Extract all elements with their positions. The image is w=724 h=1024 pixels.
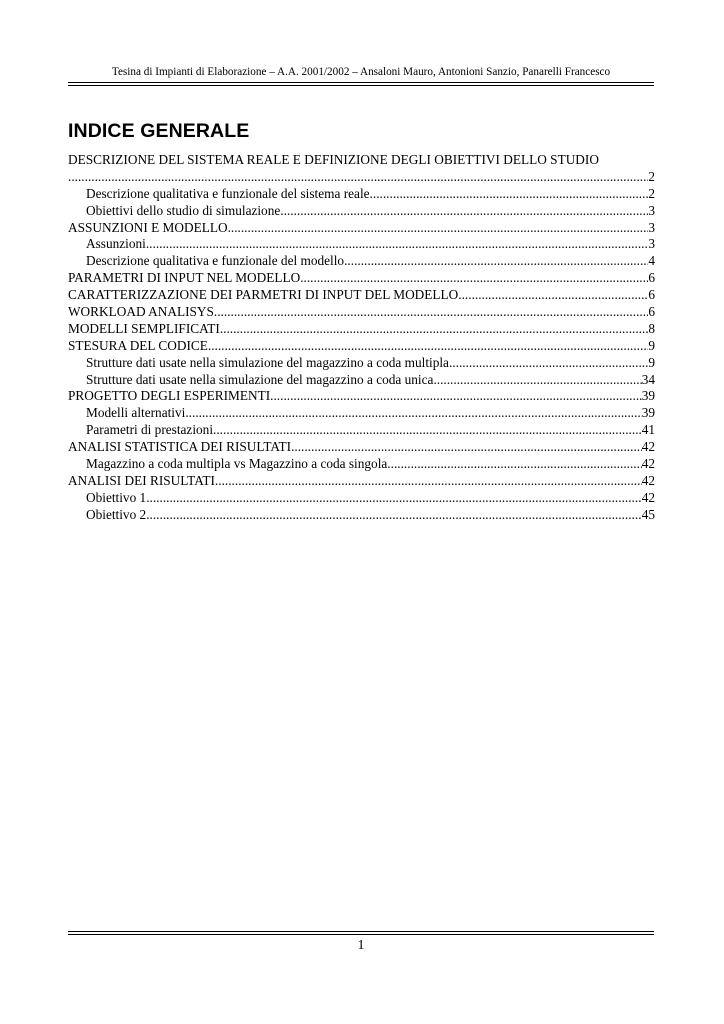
toc-leader	[458, 287, 648, 304]
toc-entry[interactable]	[68, 422, 655, 439]
toc-leader	[291, 439, 642, 456]
toc-page-number: 6	[648, 270, 655, 286]
toc-entry-label: ASSUNZIONI E MODELLO	[68, 219, 228, 235]
toc-entry-continuation[interactable]	[68, 169, 655, 186]
toc-leader	[344, 253, 648, 270]
toc-entry[interactable]	[68, 203, 655, 220]
toc-entry-label: Assunzioni	[86, 236, 146, 252]
toc-entry[interactable]	[68, 220, 655, 237]
toc-leader	[146, 507, 642, 524]
toc-entry-label: STESURA DEL CODICE	[68, 337, 208, 353]
toc-page-number: 3	[648, 219, 655, 235]
toc-leader	[300, 270, 648, 287]
toc-leader	[146, 490, 642, 507]
toc-page-number: 42	[641, 489, 655, 505]
toc-entry-label: Modelli alternativi	[86, 405, 186, 421]
toc-page-number: 2	[648, 168, 655, 184]
toc-entry-label: Magazzino a coda multipla vs Magazzino a coda singola	[86, 456, 388, 472]
toc-page-number: 42	[641, 439, 655, 455]
toc-entry[interactable]	[68, 321, 655, 338]
toc-page-number: 42	[641, 456, 655, 472]
toc-entry-label: Descrizione qualitativa e funzionale del sistema reale	[86, 185, 370, 201]
toc-entry-label: Strutture dati usate nella simulazione del magazzino a coda multipla	[86, 354, 449, 370]
toc-entry-label[interactable]: DESCRIZIONE DEL SISTEMA REALE E DEFINIZIONE DEGLI OBIETTIVI DELLO STUDIO	[68, 152, 599, 167]
toc-leader	[370, 186, 649, 203]
toc-entry[interactable]	[68, 456, 655, 473]
toc-leader	[387, 456, 641, 473]
toc-entry[interactable]	[68, 338, 655, 355]
toc-leader	[280, 203, 648, 220]
footer-rule-top	[68, 931, 654, 932]
toc-page-number: 34	[641, 371, 655, 387]
toc-page-number: 6	[648, 287, 655, 303]
toc-entry-label: ANALISI STATISTICA DEI RISULTATI	[68, 439, 292, 455]
toc-page-number: 39	[641, 388, 655, 404]
toc-entry[interactable]	[68, 490, 655, 507]
footer-rule-bottom	[68, 934, 654, 935]
toc-leader	[228, 220, 649, 237]
toc-entry-label: PROGETTO DEGLI ESPERIMENTI	[68, 388, 271, 404]
toc-page-number: 2	[648, 185, 655, 201]
toc-leader	[68, 169, 648, 186]
toc-page-number: 41	[641, 422, 655, 438]
header-rule-top	[68, 82, 654, 83]
toc-leader	[214, 304, 648, 321]
toc-entry-label: Parametri di prestazioni	[86, 422, 214, 438]
toc-entry[interactable]	[68, 186, 655, 203]
toc-entry-label: Descrizione qualitativa e funzionale del modello	[86, 253, 345, 269]
toc-entry[interactable]	[68, 388, 655, 405]
toc-leader	[185, 405, 641, 422]
toc-entry[interactable]	[68, 507, 655, 524]
toc-leader	[146, 236, 649, 253]
toc-leader	[270, 388, 642, 405]
toc-leader	[433, 372, 641, 389]
toc-leader	[215, 473, 642, 490]
toc-entry[interactable]	[68, 270, 655, 287]
toc-page-number: 42	[641, 472, 655, 488]
toc-page-number: 3	[648, 202, 655, 218]
toc-leader	[213, 422, 642, 439]
toc-leader	[449, 355, 648, 372]
header-text: Tesina di Impianti di Elaborazione – A.A. 2001/2002 – Ansaloni Mauro, Antonioni Sanzio, Panarelli Francesco	[111, 66, 611, 78]
toc-entry[interactable]	[68, 473, 655, 490]
toc-entry[interactable]	[68, 304, 655, 321]
toc-leader	[220, 321, 649, 338]
toc-page-number: 4	[648, 253, 655, 269]
toc-entry-label: Strutture dati usate nella simulazione del magazzino a coda unica	[86, 371, 434, 387]
page-title: INDICE GENERALE	[68, 120, 250, 142]
toc-entry-label: Obiettivo 2	[86, 506, 147, 522]
toc-entry-label: CARATTERIZZAZIONE DEI PARMETRI DI INPUT DEL MODELLO	[68, 287, 459, 303]
toc-page-number: 45	[641, 506, 655, 522]
toc-entry-label: ANALISI DEI RISULTATI	[68, 472, 215, 488]
table-of-contents	[68, 152, 655, 524]
toc-page-number: 9	[648, 354, 655, 370]
toc-entry[interactable]	[68, 372, 655, 389]
toc-entry-label: MODELLI SEMPLIFICATI	[68, 320, 220, 336]
toc-page-number: 9	[648, 337, 655, 353]
toc-entry[interactable]	[68, 355, 655, 372]
toc-page-number: 8	[648, 320, 655, 336]
page-number: 1	[357, 938, 365, 953]
toc-entry-label: PARAMETRI DI INPUT NEL MODELLO	[68, 270, 301, 286]
toc-entry[interactable]	[68, 287, 655, 304]
toc-page-number: 3	[648, 236, 655, 252]
toc-entry-label: Obiettivo 1	[86, 489, 147, 505]
toc-page-number: 39	[641, 405, 655, 421]
toc-entry[interactable]	[68, 439, 655, 456]
toc-entry[interactable]	[68, 236, 655, 253]
toc-page-number: 6	[648, 304, 655, 320]
toc-leader	[208, 338, 648, 355]
toc-entry[interactable]	[68, 253, 655, 270]
toc-entry-label: WORKLOAD ANALISYS	[68, 304, 214, 320]
toc-entry-label: Obiettivi dello studio di simulazione	[86, 202, 281, 218]
toc-entry[interactable]	[68, 405, 655, 422]
header-rule-bottom	[68, 85, 654, 86]
